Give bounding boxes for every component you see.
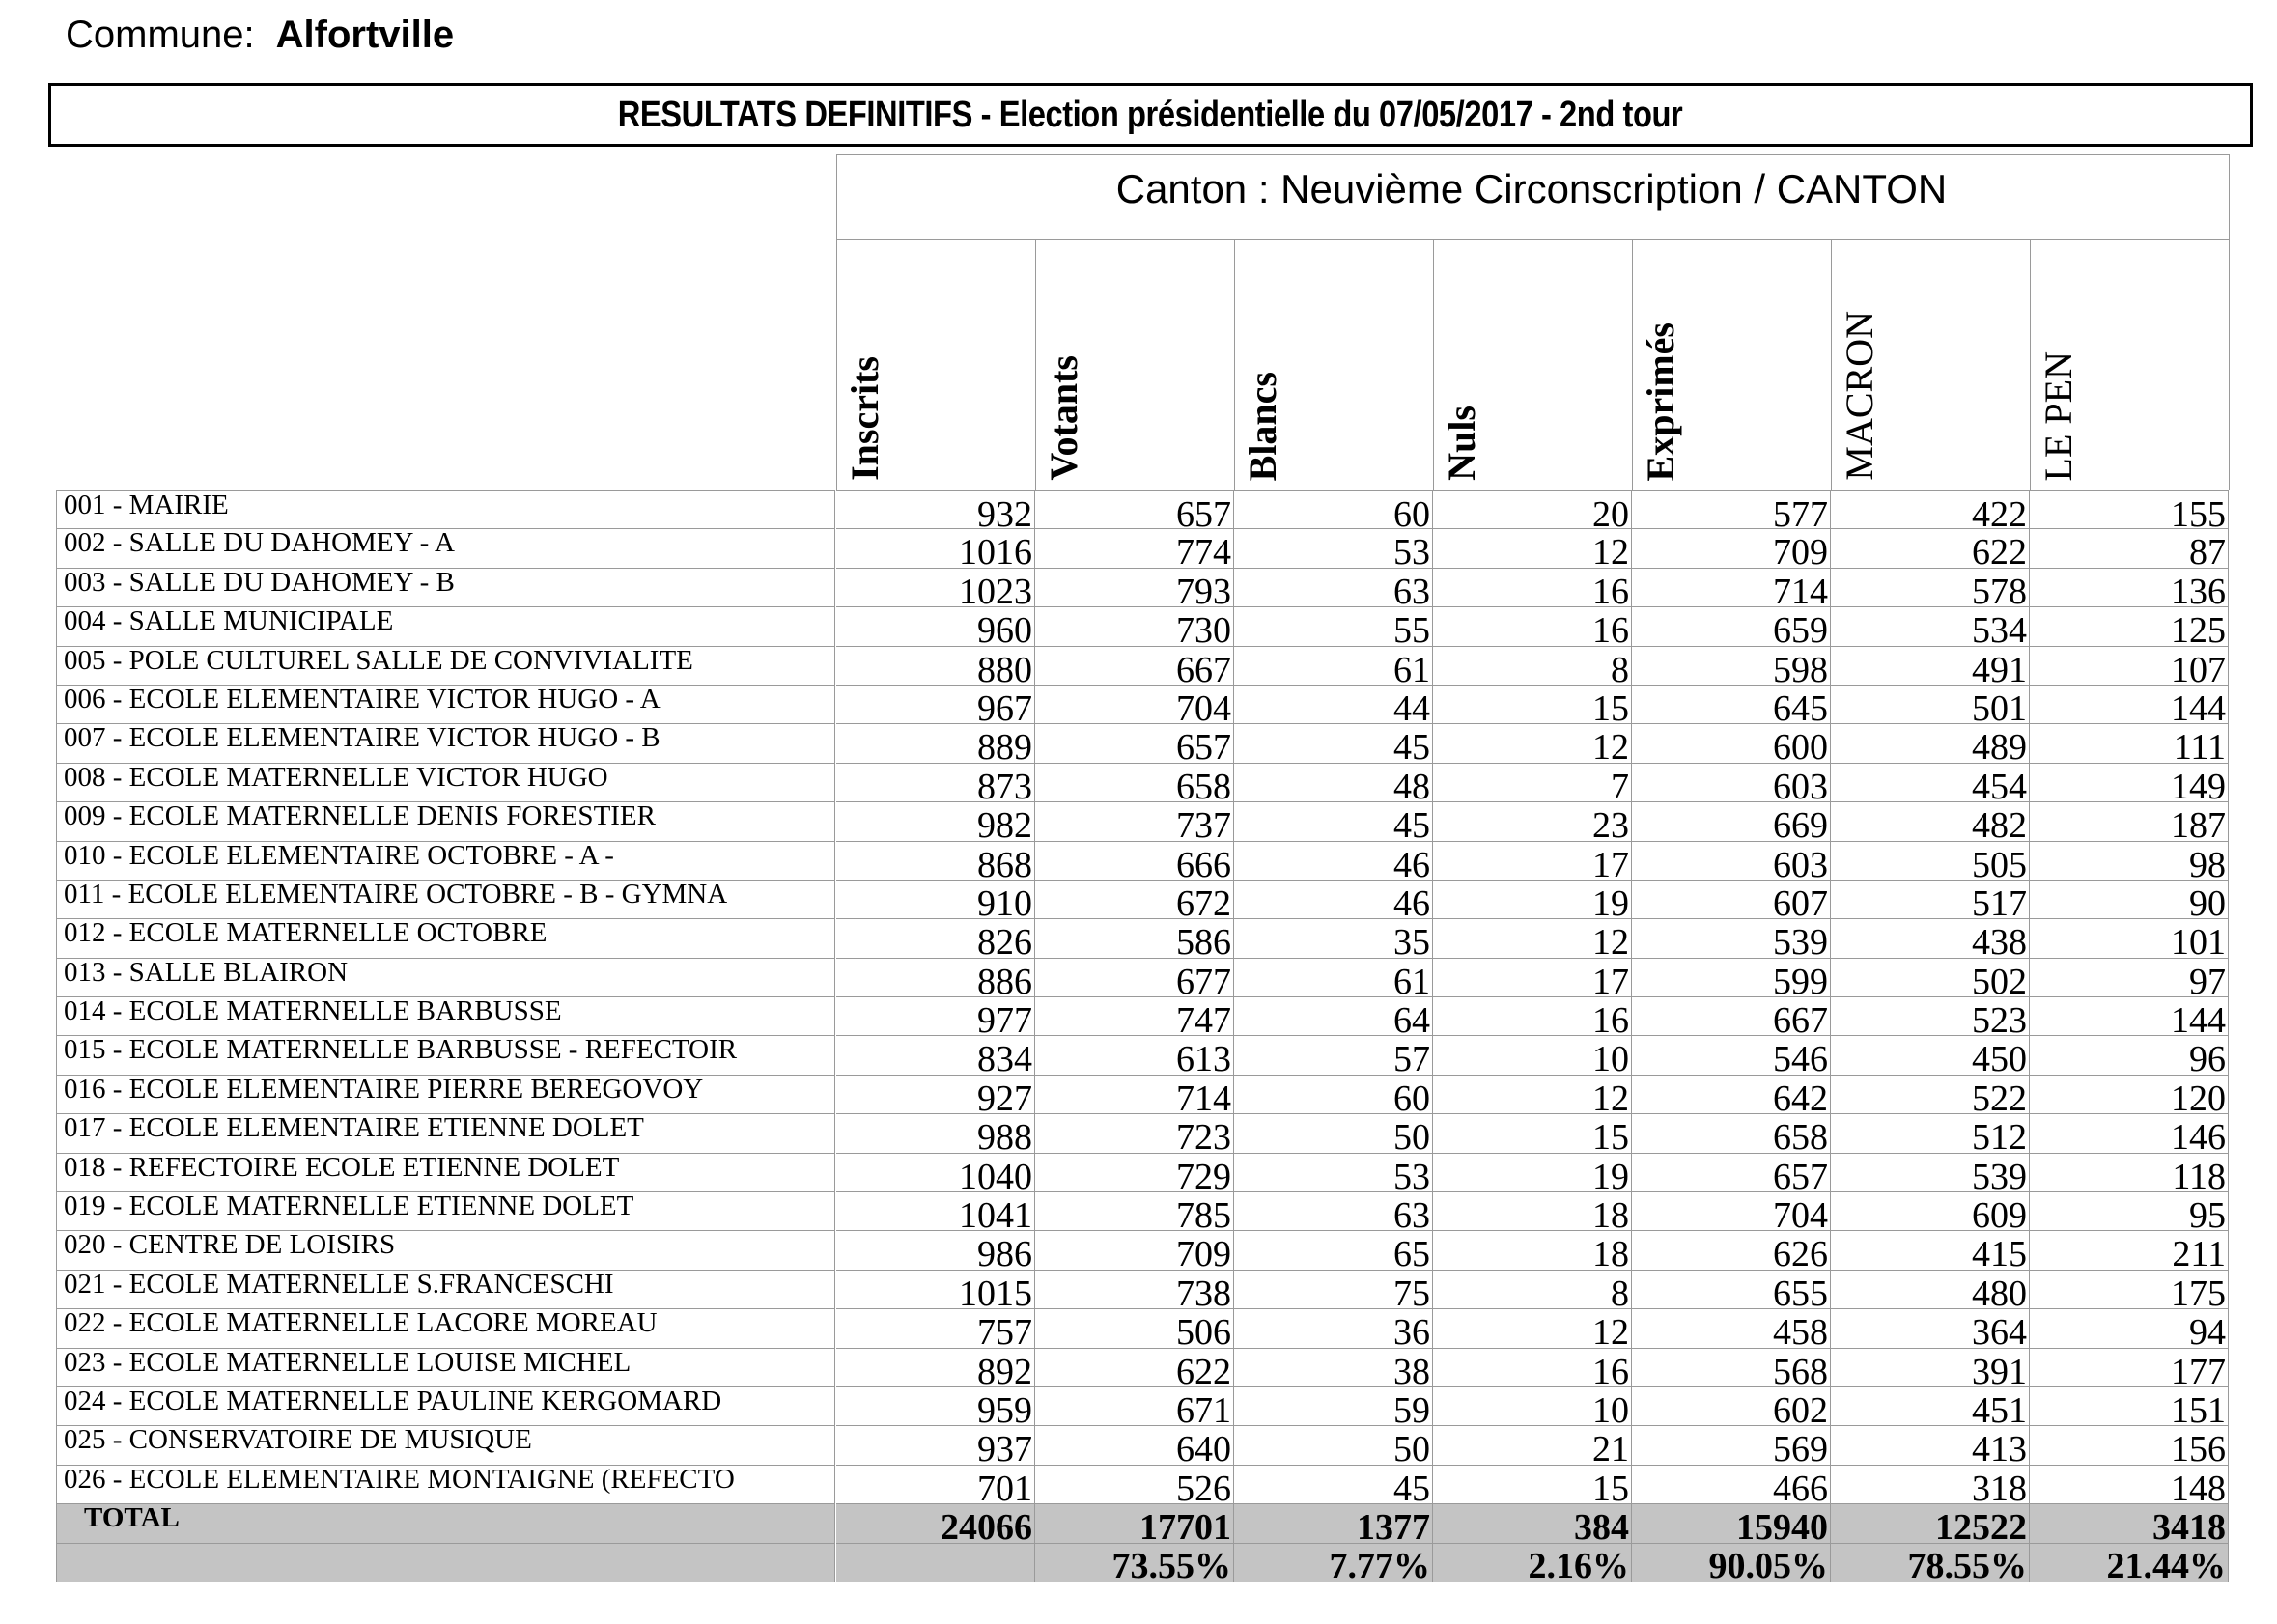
column-header-label: Nuls <box>1440 406 1483 481</box>
value-cell: 15 <box>1433 686 1632 724</box>
value-cell: 17 <box>1433 959 1632 997</box>
value-cell: 626 <box>1632 1231 1831 1270</box>
value-cell: 98 <box>2030 842 2229 881</box>
value-cell: 506 <box>1035 1309 1234 1348</box>
value-cell: 413 <box>1831 1426 2030 1465</box>
value-cell: 526 <box>1035 1466 1234 1504</box>
value-cell: 645 <box>1632 686 1831 724</box>
value-cell: 932 <box>836 490 1035 529</box>
value-cell: 834 <box>836 1036 1035 1075</box>
value-cell: 391 <box>1831 1349 2030 1387</box>
polling-station-name: 011 - ECOLE ELEMENTAIRE OCTOBRE - B - GYMNA <box>56 881 835 919</box>
value-cell: 19 <box>1433 881 1632 919</box>
polling-station-name <box>56 1544 835 1582</box>
value-cell: 512 <box>1831 1114 2030 1153</box>
value-cell: 937 <box>836 1426 1035 1465</box>
value-cell: 45 <box>1234 802 1433 841</box>
commune-name: Alfortville <box>275 14 455 56</box>
value-cell: 603 <box>1632 764 1831 802</box>
value-cell: 657 <box>1632 1154 1831 1192</box>
value-cell: 438 <box>1831 919 2030 958</box>
polling-station-name: 017 - ECOLE ELEMENTAIRE ETIENNE DOLET <box>56 1114 835 1153</box>
value-cell: 175 <box>2030 1271 2229 1309</box>
commune-label: Commune: <box>66 14 255 56</box>
value-cell: 658 <box>1632 1114 1831 1153</box>
polling-station-name: 007 - ECOLE ELEMENTAIRE VICTOR HUGO - B <box>56 724 835 763</box>
value-cell: 704 <box>1632 1192 1831 1231</box>
value-cell: 709 <box>1035 1231 1234 1270</box>
value-cell: 144 <box>2030 997 2229 1036</box>
value-cell: 2.16% <box>1433 1544 1632 1582</box>
value-cell: 729 <box>1035 1154 1234 1192</box>
value-cell: 489 <box>1831 724 2030 763</box>
polling-station-name: 006 - ECOLE ELEMENTAIRE VICTOR HUGO - A <box>56 686 835 724</box>
value-cell: 65 <box>1234 1231 1433 1270</box>
polling-station-name: 008 - ECOLE MATERNELLE VICTOR HUGO <box>56 764 835 802</box>
value-cell: 622 <box>1035 1349 1234 1387</box>
polling-station-name: 024 - ECOLE MATERNELLE PAULINE KERGOMARD <box>56 1387 835 1426</box>
results-banner <box>48 83 2253 147</box>
value-cell <box>836 1544 1035 1582</box>
value-cell: 44 <box>1234 686 1433 724</box>
value-cell: 642 <box>1632 1076 1831 1114</box>
value-cell: 156 <box>2030 1426 2229 1465</box>
value-cell: 667 <box>1632 997 1831 1036</box>
value-cell: 609 <box>1831 1192 2030 1231</box>
value-cell: 53 <box>1234 529 1433 568</box>
value-cell: 12 <box>1433 529 1632 568</box>
value-cell: 640 <box>1035 1426 1234 1465</box>
value-cell: 988 <box>836 1114 1035 1153</box>
value-cell: 364 <box>1831 1309 2030 1348</box>
value-cell: 501 <box>1831 686 2030 724</box>
value-cell: 757 <box>836 1309 1035 1348</box>
value-cell: 107 <box>2030 647 2229 686</box>
value-cell: 61 <box>1234 647 1433 686</box>
value-cell: 546 <box>1632 1036 1831 1075</box>
value-cell: 8 <box>1433 647 1632 686</box>
value-cell: 730 <box>1035 607 1234 646</box>
value-cell: 889 <box>836 724 1035 763</box>
value-cell: 1040 <box>836 1154 1035 1192</box>
value-cell: 480 <box>1831 1271 2030 1309</box>
value-cell: 60 <box>1234 490 1433 529</box>
value-cell: 534 <box>1831 607 2030 646</box>
value-cell: 491 <box>1831 647 2030 686</box>
value-cell: 144 <box>2030 686 2229 724</box>
value-cell: 458 <box>1632 1309 1831 1348</box>
value-cell: 672 <box>1035 881 1234 919</box>
value-cell: 53 <box>1234 1154 1433 1192</box>
value-cell: 747 <box>1035 997 1234 1036</box>
polling-station-name: 026 - ECOLE ELEMENTAIRE MONTAIGNE (REFECTO <box>56 1466 835 1504</box>
value-cell: 967 <box>836 686 1035 724</box>
polling-station-name: 013 - SALLE BLAIRON <box>56 959 835 997</box>
value-cell: 16 <box>1433 569 1632 607</box>
value-cell: 600 <box>1632 724 1831 763</box>
value-cell: 16 <box>1433 997 1632 1036</box>
value-cell: 910 <box>836 881 1035 919</box>
value-cell: 677 <box>1035 959 1234 997</box>
value-cell: 667 <box>1035 647 1234 686</box>
value-cell: 3418 <box>2030 1504 2229 1543</box>
polling-station-name: 025 - CONSERVATOIRE DE MUSIQUE <box>56 1426 835 1465</box>
value-cell: 23 <box>1433 802 1632 841</box>
value-cell: 36 <box>1234 1309 1433 1348</box>
value-cell: 60 <box>1234 1076 1433 1114</box>
value-cell: 502 <box>1831 959 2030 997</box>
value-cell: 146 <box>2030 1114 2229 1153</box>
value-cell: 45 <box>1234 724 1433 763</box>
value-cell: 96 <box>2030 1036 2229 1075</box>
value-cell: 774 <box>1035 529 1234 568</box>
value-cell: 1377 <box>1234 1504 1433 1543</box>
value-cell: 415 <box>1831 1231 2030 1270</box>
value-cell: 78.55% <box>1831 1544 2030 1582</box>
value-cell: 48 <box>1234 764 1433 802</box>
value-cell: 10 <box>1433 1036 1632 1075</box>
value-cell: 873 <box>836 764 1035 802</box>
polling-station-name: 001 - MAIRIE <box>56 490 835 529</box>
value-cell: 136 <box>2030 569 2229 607</box>
polling-station-name: 005 - POLE CULTUREL SALLE DE CONVIVIALITE <box>56 647 835 686</box>
polling-station-name: 020 - CENTRE DE LOISIRS <box>56 1231 835 1270</box>
column-header-label: MACRON <box>1838 311 1881 481</box>
value-cell: 714 <box>1035 1076 1234 1114</box>
value-cell: 7 <box>1433 764 1632 802</box>
polling-station-name: 015 - ECOLE MATERNELLE BARBUSSE - REFECTOIR <box>56 1036 835 1075</box>
value-cell: 607 <box>1632 881 1831 919</box>
column-header <box>1234 241 1433 483</box>
polling-station-name: 022 - ECOLE MATERNELLE LACORE MOREAU <box>56 1309 835 1348</box>
value-cell: 15940 <box>1632 1504 1831 1543</box>
value-cell: 868 <box>836 842 1035 881</box>
value-cell: 50 <box>1234 1426 1433 1465</box>
column-header <box>1831 241 2030 483</box>
header-column-rule <box>2229 154 2230 490</box>
value-cell: 12 <box>1433 1076 1632 1114</box>
value-cell: 709 <box>1632 529 1831 568</box>
value-cell: 522 <box>1831 1076 2030 1114</box>
value-cell: 622 <box>1831 529 2030 568</box>
value-cell: 63 <box>1234 1192 1433 1231</box>
value-cell: 1041 <box>836 1192 1035 1231</box>
value-cell: 18 <box>1433 1231 1632 1270</box>
value-cell: 148 <box>2030 1466 2229 1504</box>
value-cell: 505 <box>1831 842 2030 881</box>
value-cell: 602 <box>1632 1387 1831 1426</box>
value-cell: 118 <box>2030 1154 2229 1192</box>
polling-station-name: 016 - ECOLE ELEMENTAIRE PIERRE BEREGOVOY <box>56 1076 835 1114</box>
value-cell: 17701 <box>1035 1504 1234 1543</box>
value-cell: 87 <box>2030 529 2229 568</box>
value-cell: 61 <box>1234 959 1433 997</box>
value-cell: 21 <box>1433 1426 1632 1465</box>
value-cell: 658 <box>1035 764 1234 802</box>
polling-station-name: 018 - REFECTOIRE ECOLE ETIENNE DOLET <box>56 1154 835 1192</box>
value-cell: 18 <box>1433 1192 1632 1231</box>
value-cell: 8 <box>1433 1271 1632 1309</box>
value-cell: 45 <box>1234 1466 1433 1504</box>
value-cell: 55 <box>1234 607 1433 646</box>
value-cell: 1015 <box>836 1271 1035 1309</box>
value-cell: 517 <box>1831 881 2030 919</box>
column-header-label: Exprimés <box>1639 322 1682 481</box>
value-cell: 12522 <box>1831 1504 2030 1543</box>
value-cell: 15 <box>1433 1114 1632 1153</box>
value-cell: 738 <box>1035 1271 1234 1309</box>
value-cell: 318 <box>1831 1466 2030 1504</box>
header-top-rule <box>836 154 2229 155</box>
value-cell: 723 <box>1035 1114 1234 1153</box>
value-cell: 94 <box>2030 1309 2229 1348</box>
value-cell: 539 <box>1632 919 1831 958</box>
value-cell: 151 <box>2030 1387 2229 1426</box>
value-cell: 155 <box>2030 490 2229 529</box>
value-cell: 568 <box>1632 1349 1831 1387</box>
value-cell: 880 <box>836 647 1035 686</box>
value-cell: 12 <box>1433 724 1632 763</box>
value-cell: 450 <box>1831 1036 2030 1075</box>
column-header <box>2030 241 2229 483</box>
value-cell: 111 <box>2030 724 2229 763</box>
value-cell: 578 <box>1831 569 2030 607</box>
value-cell: 613 <box>1035 1036 1234 1075</box>
value-cell: 1016 <box>836 529 1035 568</box>
value-cell: 927 <box>836 1076 1035 1114</box>
value-cell: 704 <box>1035 686 1234 724</box>
results-title: RESULTATS DEFINITIFS - Election présidentielle du 07/05/2017 - 2nd tour <box>618 94 1683 135</box>
value-cell: 737 <box>1035 802 1234 841</box>
value-cell: 12 <box>1433 1309 1632 1348</box>
value-cell: 482 <box>1831 802 2030 841</box>
value-cell: 177 <box>2030 1349 2229 1387</box>
value-cell: 659 <box>1632 607 1831 646</box>
value-cell: 977 <box>836 997 1035 1036</box>
value-cell: 577 <box>1632 490 1831 529</box>
value-cell: 64 <box>1234 997 1433 1036</box>
value-cell: 19 <box>1433 1154 1632 1192</box>
value-cell: 50 <box>1234 1114 1433 1153</box>
polling-station-name: 003 - SALLE DU DAHOMEY - B <box>56 569 835 607</box>
value-cell: 655 <box>1632 1271 1831 1309</box>
value-cell: 714 <box>1632 569 1831 607</box>
value-cell: 21.44% <box>2030 1544 2229 1582</box>
polling-station-name: 023 - ECOLE MATERNELLE LOUISE MICHEL <box>56 1349 835 1387</box>
column-header-label: LE PEN <box>2037 350 2080 481</box>
value-cell: 35 <box>1234 919 1433 958</box>
value-cell: 125 <box>2030 607 2229 646</box>
value-cell: 16 <box>1433 1349 1632 1387</box>
value-cell: 187 <box>2030 802 2229 841</box>
value-cell: 90 <box>2030 881 2229 919</box>
value-cell: 95 <box>2030 1192 2229 1231</box>
value-cell: 57 <box>1234 1036 1433 1075</box>
value-cell: 960 <box>836 607 1035 646</box>
value-cell: 886 <box>836 959 1035 997</box>
column-header <box>1632 241 1831 483</box>
value-cell: 657 <box>1035 490 1234 529</box>
value-cell: 38 <box>1234 1349 1433 1387</box>
value-cell: 75 <box>1234 1271 1433 1309</box>
value-cell: 569 <box>1632 1426 1831 1465</box>
value-cell: 90.05% <box>1632 1544 1831 1582</box>
column-header-label: Blancs <box>1241 371 1284 481</box>
value-cell: 15 <box>1433 1466 1632 1504</box>
value-cell: 120 <box>2030 1076 2229 1114</box>
value-cell: 785 <box>1035 1192 1234 1231</box>
value-cell: 586 <box>1035 919 1234 958</box>
value-cell: 149 <box>2030 764 2229 802</box>
polling-station-name: 009 - ECOLE MATERNELLE DENIS FORESTIER <box>56 802 835 841</box>
value-cell: 892 <box>836 1349 1035 1387</box>
value-cell: 523 <box>1831 997 2030 1036</box>
value-cell: 657 <box>1035 724 1234 763</box>
value-cell: 16 <box>1433 607 1632 646</box>
value-cell: 539 <box>1831 1154 2030 1192</box>
value-cell: 59 <box>1234 1387 1433 1426</box>
value-cell: 666 <box>1035 842 1234 881</box>
polling-station-name: 002 - SALLE DU DAHOMEY - A <box>56 529 835 568</box>
polling-station-name: 019 - ECOLE MATERNELLE ETIENNE DOLET <box>56 1192 835 1231</box>
value-cell: 669 <box>1632 802 1831 841</box>
value-cell: 466 <box>1632 1466 1831 1504</box>
value-cell: 959 <box>836 1387 1035 1426</box>
value-cell: 101 <box>2030 919 2229 958</box>
value-cell: 97 <box>2030 959 2229 997</box>
polling-station-name: 014 - ECOLE MATERNELLE BARBUSSE <box>56 997 835 1036</box>
value-cell: 671 <box>1035 1387 1234 1426</box>
value-cell: 10 <box>1433 1387 1632 1426</box>
commune-heading <box>66 14 454 57</box>
polling-station-name: 021 - ECOLE MATERNELLE S.FRANCESCHI <box>56 1271 835 1309</box>
column-header-label: Votants <box>1042 355 1085 481</box>
value-cell: 211 <box>2030 1231 2229 1270</box>
polling-station-name: 010 - ECOLE ELEMENTAIRE OCTOBRE - A - <box>56 842 835 881</box>
value-cell: 20 <box>1433 490 1632 529</box>
column-header <box>836 241 1035 483</box>
canton-label: Canton : Neuvième Circonscription / CANTON <box>1115 166 1948 211</box>
value-cell: 1023 <box>836 569 1035 607</box>
value-cell: 826 <box>836 919 1035 958</box>
value-cell: 454 <box>1831 764 2030 802</box>
column-header-label: Inscrits <box>843 356 886 481</box>
value-cell: 24066 <box>836 1504 1035 1543</box>
value-cell: 701 <box>836 1466 1035 1504</box>
value-cell: 73.55% <box>1035 1544 1234 1582</box>
value-cell: 12 <box>1433 919 1632 958</box>
column-header <box>1035 241 1234 483</box>
polling-station-name: 004 - SALLE MUNICIPALE <box>56 607 835 646</box>
column-header <box>1433 241 1632 483</box>
value-cell: 63 <box>1234 569 1433 607</box>
polling-station-name: TOTAL <box>56 1504 835 1543</box>
value-cell: 598 <box>1632 647 1831 686</box>
value-cell: 46 <box>1234 842 1433 881</box>
value-cell: 46 <box>1234 881 1433 919</box>
value-cell: 603 <box>1632 842 1831 881</box>
value-cell: 982 <box>836 802 1035 841</box>
value-cell: 17 <box>1433 842 1632 881</box>
value-cell: 793 <box>1035 569 1234 607</box>
value-cell: 986 <box>836 1231 1035 1270</box>
header-mid-rule <box>836 239 2229 240</box>
value-cell: 7.77% <box>1234 1544 1433 1582</box>
value-cell: 599 <box>1632 959 1831 997</box>
polling-station-name: 012 - ECOLE MATERNELLE OCTOBRE <box>56 919 835 958</box>
value-cell: 384 <box>1433 1504 1632 1543</box>
value-cell: 422 <box>1831 490 2030 529</box>
value-cell: 451 <box>1831 1387 2030 1426</box>
